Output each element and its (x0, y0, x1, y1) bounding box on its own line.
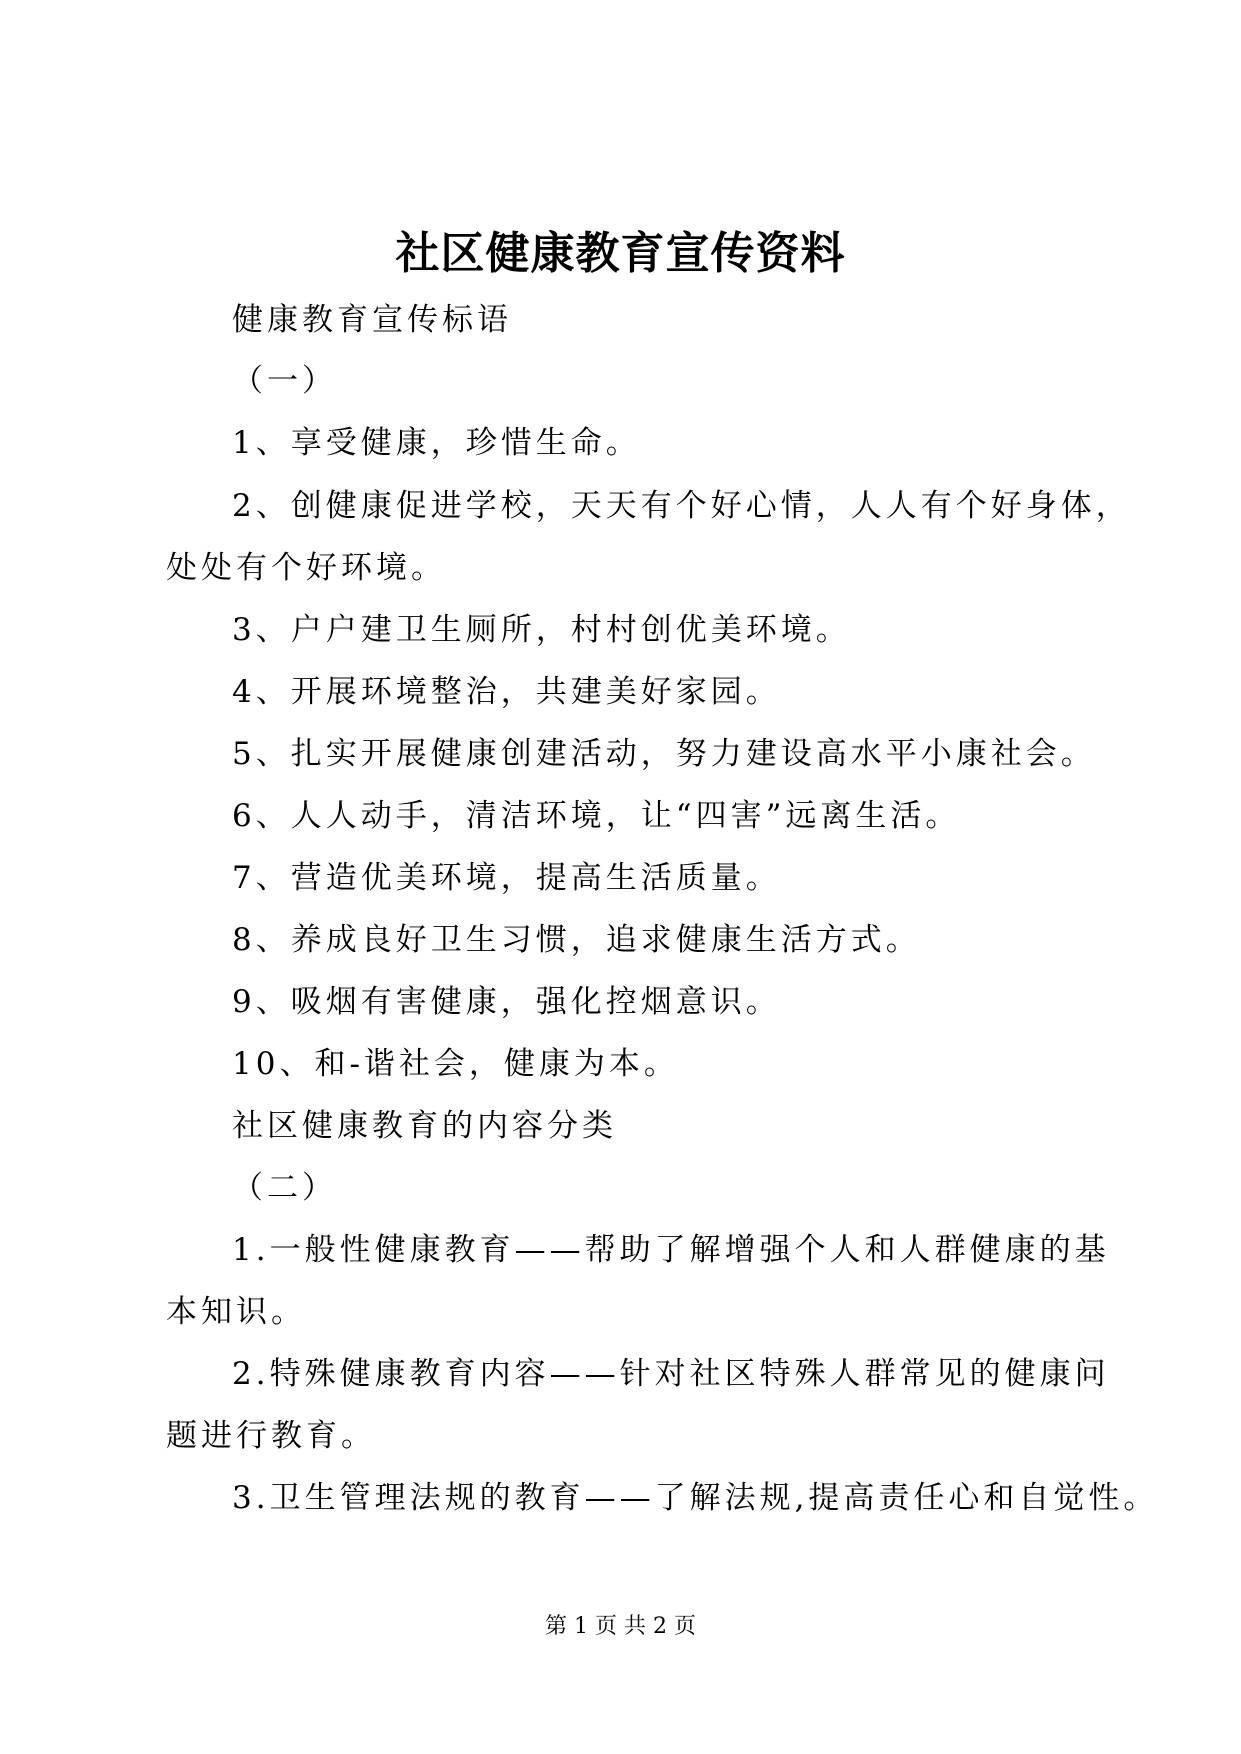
slogan-line: 4、开展环境整治，共建美好家园。 (232, 674, 781, 710)
category-line: 1.一般性健康教育——帮助了解增强个人和人群健康的基 (232, 1232, 1110, 1268)
slogan-line: 6、人人动手，清洁环境，让“四害”远离生活。 (232, 798, 961, 834)
category-line: 3.卫生管理法规的教育——了解法规,提高责任心和自觉性。 (232, 1480, 1159, 1516)
slogan-line: 10、和-谐社会，健康为本。 (232, 1046, 679, 1082)
slogan-line: 9、吸烟有害健康，强化控烟意识。 (232, 984, 781, 1020)
slogan-line: 2、创健康促进学校，天天有个好心情，人人有个好身体， (232, 488, 1131, 524)
slogan-line: 7、营造优美环境，提高生活质量。 (232, 860, 781, 896)
section-heading-slogans: 健康教育宣传标语 (232, 302, 512, 338)
section-heading-categories: 社区健康教育的内容分类 (232, 1108, 617, 1144)
category-line-continued: 本知识。 (166, 1294, 306, 1330)
slogan-line-continued: 处处有个好环境。 (166, 550, 446, 586)
page-footer: 第 1 页 共 2 页 (545, 1614, 696, 1639)
slogan-line: 5、扎实开展健康创建活动，努力建设高水平小康社会。 (232, 736, 1096, 772)
section-number-one: （一） (232, 363, 337, 399)
category-line: 2.特殊健康教育内容——针对社区特殊人群常见的健康问 (232, 1356, 1110, 1392)
slogan-line: 1、享受健康，珍惜生命。 (232, 425, 641, 461)
document-title: 社区健康教育宣传资料 (395, 228, 846, 279)
section-number-two: （二） (232, 1170, 337, 1206)
category-line-continued: 题进行教育。 (166, 1418, 376, 1454)
slogan-line: 3、户户建卫生厕所，村村创优美环境。 (232, 612, 851, 648)
slogan-line: 8、养成良好卫生习惯，追求健康生活方式。 (232, 922, 921, 958)
